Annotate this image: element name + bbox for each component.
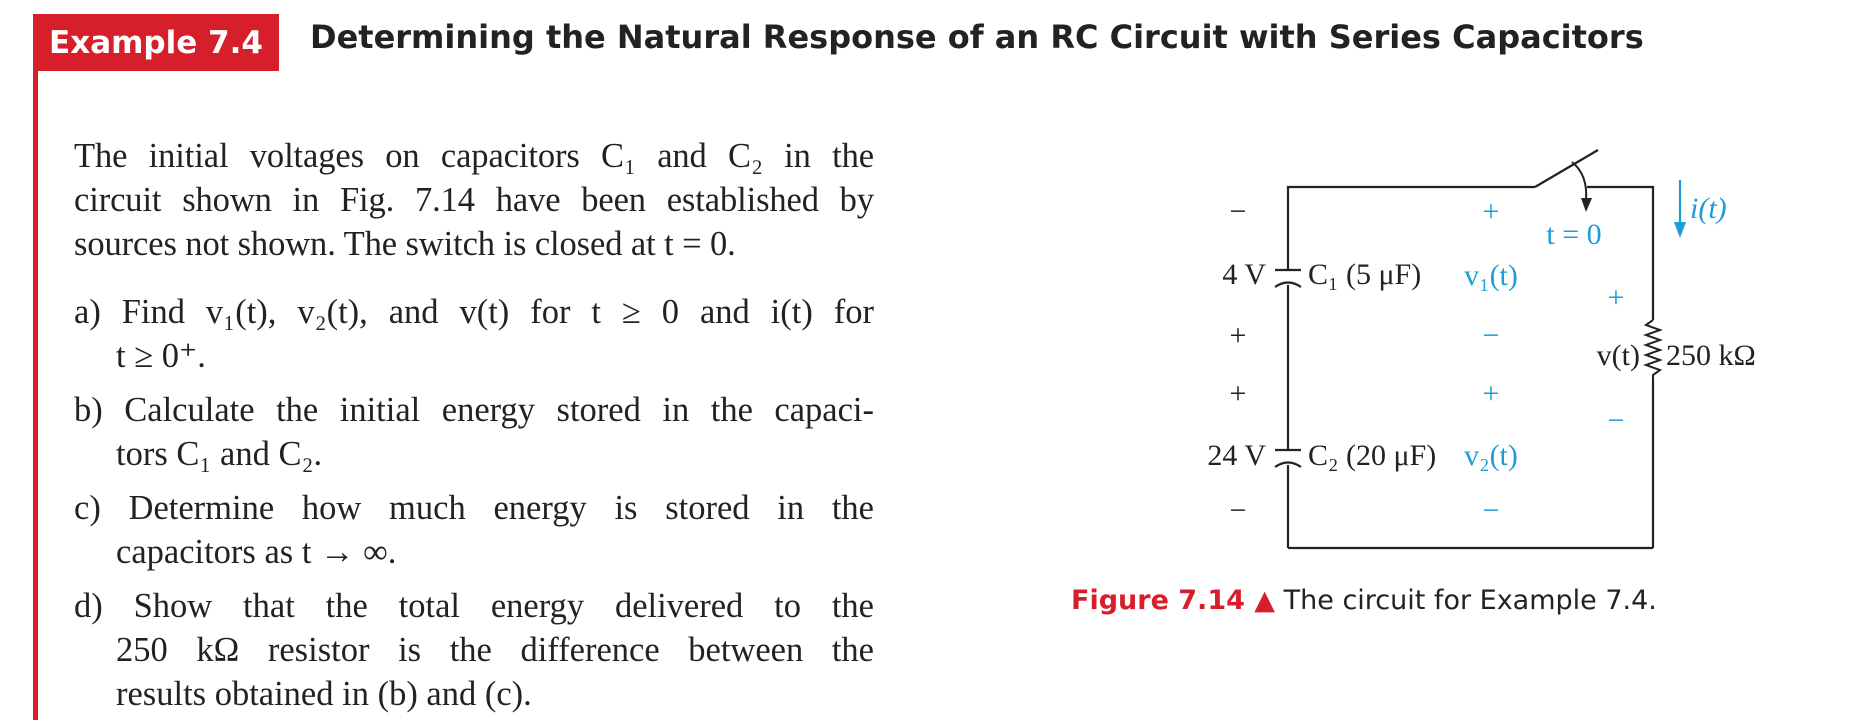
capacitor-c1-icon xyxy=(1275,270,1301,287)
switch-time-label: t = 0 xyxy=(1546,218,1602,251)
intro-line: The initial voltages on capacitors C₁ and C₂ in the xyxy=(74,137,874,175)
switch-icon xyxy=(1535,150,1598,187)
c1-polarity-top: − xyxy=(1229,195,1247,228)
resistor-icon xyxy=(1646,320,1660,380)
c2-polarity-bottom: − xyxy=(1229,494,1247,527)
switch-arrow-icon xyxy=(1572,162,1586,200)
capacitor-c2-icon xyxy=(1275,450,1301,467)
c1-label: C₁ (5 μF) xyxy=(1308,258,1422,291)
part-d-line2: 250 kΩ resistor is the difference between the xyxy=(116,631,874,669)
v1-label: v₁(t) xyxy=(1464,259,1518,292)
example-title: Determining the Natural Response of an RC Circuit with Series Capacitors xyxy=(310,18,1644,56)
c1-polarity-bottom: + xyxy=(1229,319,1247,352)
intro-line: circuit shown in Fig. 7.14 have been established by xyxy=(74,181,874,219)
figure-caption-text: The circuit for Example 7.4. xyxy=(1283,585,1657,616)
figure-number: Figure 7.14 ▲ xyxy=(1071,585,1276,616)
example-tag: Example 7.4 xyxy=(33,14,279,71)
v-minus: − xyxy=(1607,404,1625,437)
part-d-line3: results obtained in (b) and (c). xyxy=(116,675,532,713)
figure-caption xyxy=(1071,585,1657,616)
part-d-line1: d) Show that the total energy delivered to the xyxy=(74,587,874,625)
part-c-line2: capacitors as t → ∞. xyxy=(116,533,397,571)
v-plus: + xyxy=(1607,281,1625,314)
v-label: v(t) xyxy=(1596,339,1640,372)
current-label: i(t) xyxy=(1690,192,1727,225)
resistor-label: 250 kΩ xyxy=(1666,339,1756,372)
c2-voltage-label: 24 V xyxy=(1207,439,1266,472)
c2-polarity-top: + xyxy=(1229,377,1247,410)
v2-label: v₂(t) xyxy=(1464,439,1518,472)
v2-minus: − xyxy=(1482,494,1500,527)
c1-voltage-label: 4 V xyxy=(1222,258,1266,291)
part-a-line1: a) Find v₁(t), v₂(t), and v(t) for t ≥ 0 and i(t) for xyxy=(74,293,874,331)
switch-arrowhead-icon xyxy=(1581,198,1592,212)
v1-minus: − xyxy=(1482,319,1500,352)
part-a-line2: t ≥ 0⁺. xyxy=(116,337,206,375)
v1-plus: + xyxy=(1482,195,1500,228)
current-arrow-icon xyxy=(1674,222,1686,238)
part-b-line1: b) Calculate the initial energy stored in the capaci- xyxy=(74,391,874,429)
v2-plus: + xyxy=(1482,377,1500,410)
c2-label: C₂ (20 μF) xyxy=(1308,439,1437,472)
intro-line: sources not shown. The switch is closed at t = 0. xyxy=(74,225,736,263)
part-c-line1: c) Determine how much energy is stored in the xyxy=(74,489,874,527)
part-b-line2: tors C₁ and C₂. xyxy=(116,435,323,473)
